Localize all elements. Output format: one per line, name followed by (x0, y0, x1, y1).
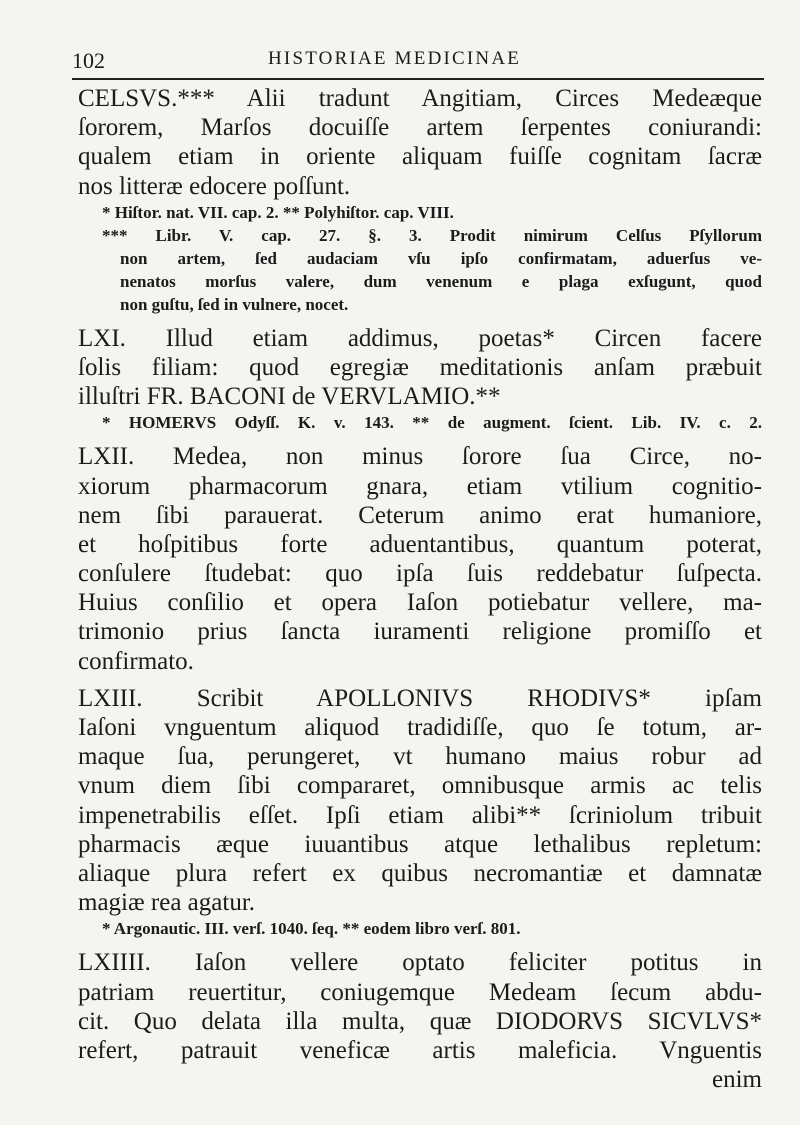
text-line: et hoſpitibus forte aduentantibus, quantum poterat, (78, 530, 762, 558)
text-line: maque ſua, perungeret, vt humano maius robur ad (78, 743, 762, 771)
footnote-line: * HOMERVS Odyſſ. K. v. 143. ** de augment. ſcient. Lib. IV. c. 2. (102, 413, 762, 433)
running-head: HISTORIAE MEDICINAE (268, 48, 522, 69)
text-line: LXIII. Scribit APOLLONIVS RHODIVS* ipſam (78, 684, 762, 712)
text-line: Iaſoni vnguentum aliquod tradidiſſe, quo ſe totum, ar- (78, 714, 762, 741)
text-line: LXI. Illud etiam addimus, poetas* Circen facere (78, 324, 762, 352)
page-body (78, 84, 762, 1065)
text-line: refert, patrauit veneficæ artis maleficia. Vnguentis (78, 1036, 762, 1064)
text-line: confirmato. (78, 647, 194, 675)
text-line: nos litteræ edocere poſſunt. (78, 172, 351, 200)
footnote-line: *** Libr. V. cap. 27. §. 3. Prodit nimirum Celſus Pſyllorum (102, 225, 762, 245)
text-line: xiorum pharmacorum gnara, etiam vtilium cognitio- (78, 472, 762, 500)
footnote-line: nenatos morſus valere, dum venenum e plaga exſugunt, quod (120, 271, 762, 291)
text-line: ſolis filiam: quod egregiæ meditationis anſam præbuit (78, 353, 762, 381)
text-line: cit. Quo delata illa multa, quæ DIODORVS SICVLVS* (78, 1007, 762, 1035)
text-line: CELSVS.*** Alii tradunt Angitiam, Circes Medeæque (78, 85, 762, 112)
text-line: impenetrabilis eſſet. Ipſi etiam alibi** ſcriniolum tribuit (78, 801, 762, 829)
text-line: magiæ rea agatur. (78, 889, 256, 917)
footnote-line: * Hiſtor. nat. VII. cap. 2. ** Polyhiſtor. cap. VIII. (102, 202, 454, 222)
paragraph-gap (78, 676, 762, 684)
text-line: patriam reuertitur, coniugemque Medeam ſecum abdu- (78, 978, 762, 1006)
paragraph-gap (78, 434, 762, 442)
text-line: LXIIII. Iaſon vellere optato feliciter potitus in (78, 949, 762, 977)
text-line: vnum diem ſibi compararet, omnibusque armis ac telis (78, 772, 762, 800)
footnote-line: * Argonautic. III. verſ. 1040. ſeq. ** eodem libro verſ. 801. (102, 919, 521, 939)
text-line: conſulere ſtudebat: quo ipſa ſuis reddebatur ſuſpecta. (78, 560, 762, 588)
text-line: nem ſibi parauerat. Ceterum animo erat humaniore, (78, 501, 762, 529)
footnote-line: non artem, ſed audaciam vſu ipſo confirmatam, aduerſus ve- (120, 248, 762, 268)
text-line: pharmacis æque iuuantibus atque lethalibus repletum: (78, 830, 762, 858)
page-number: 102 (72, 48, 105, 73)
text-line: aliaque plura refert ex quibus necromantiæ et damnatæ (78, 859, 762, 887)
header-rule (72, 78, 764, 80)
text-line: Huius conſilio et opera Iaſon potiebatur vellere, ma- (78, 589, 762, 617)
catchword: enim (712, 1066, 762, 1093)
paragraph-gap (78, 940, 762, 948)
page-header (72, 48, 762, 74)
text-line: trimonio prius ſancta iuramenti religione promiſſo et (78, 618, 762, 646)
footnote-line: non guſtu, ſed in vulnere, nocet. (120, 294, 349, 314)
paragraph-gap (78, 316, 762, 324)
text-line: illuſtri FR. BACONI de VERVLAMIO.** (78, 383, 501, 411)
text-line: ſororem, Marſos docuiſſe artem ſerpentes coniurandi: (78, 114, 762, 142)
text-line: qualem etiam in oriente aliquam fuiſſe cognitam ſacræ (78, 143, 762, 171)
text-line: LXII. Medea, non minus ſorore ſua Circe, no- (78, 443, 762, 471)
